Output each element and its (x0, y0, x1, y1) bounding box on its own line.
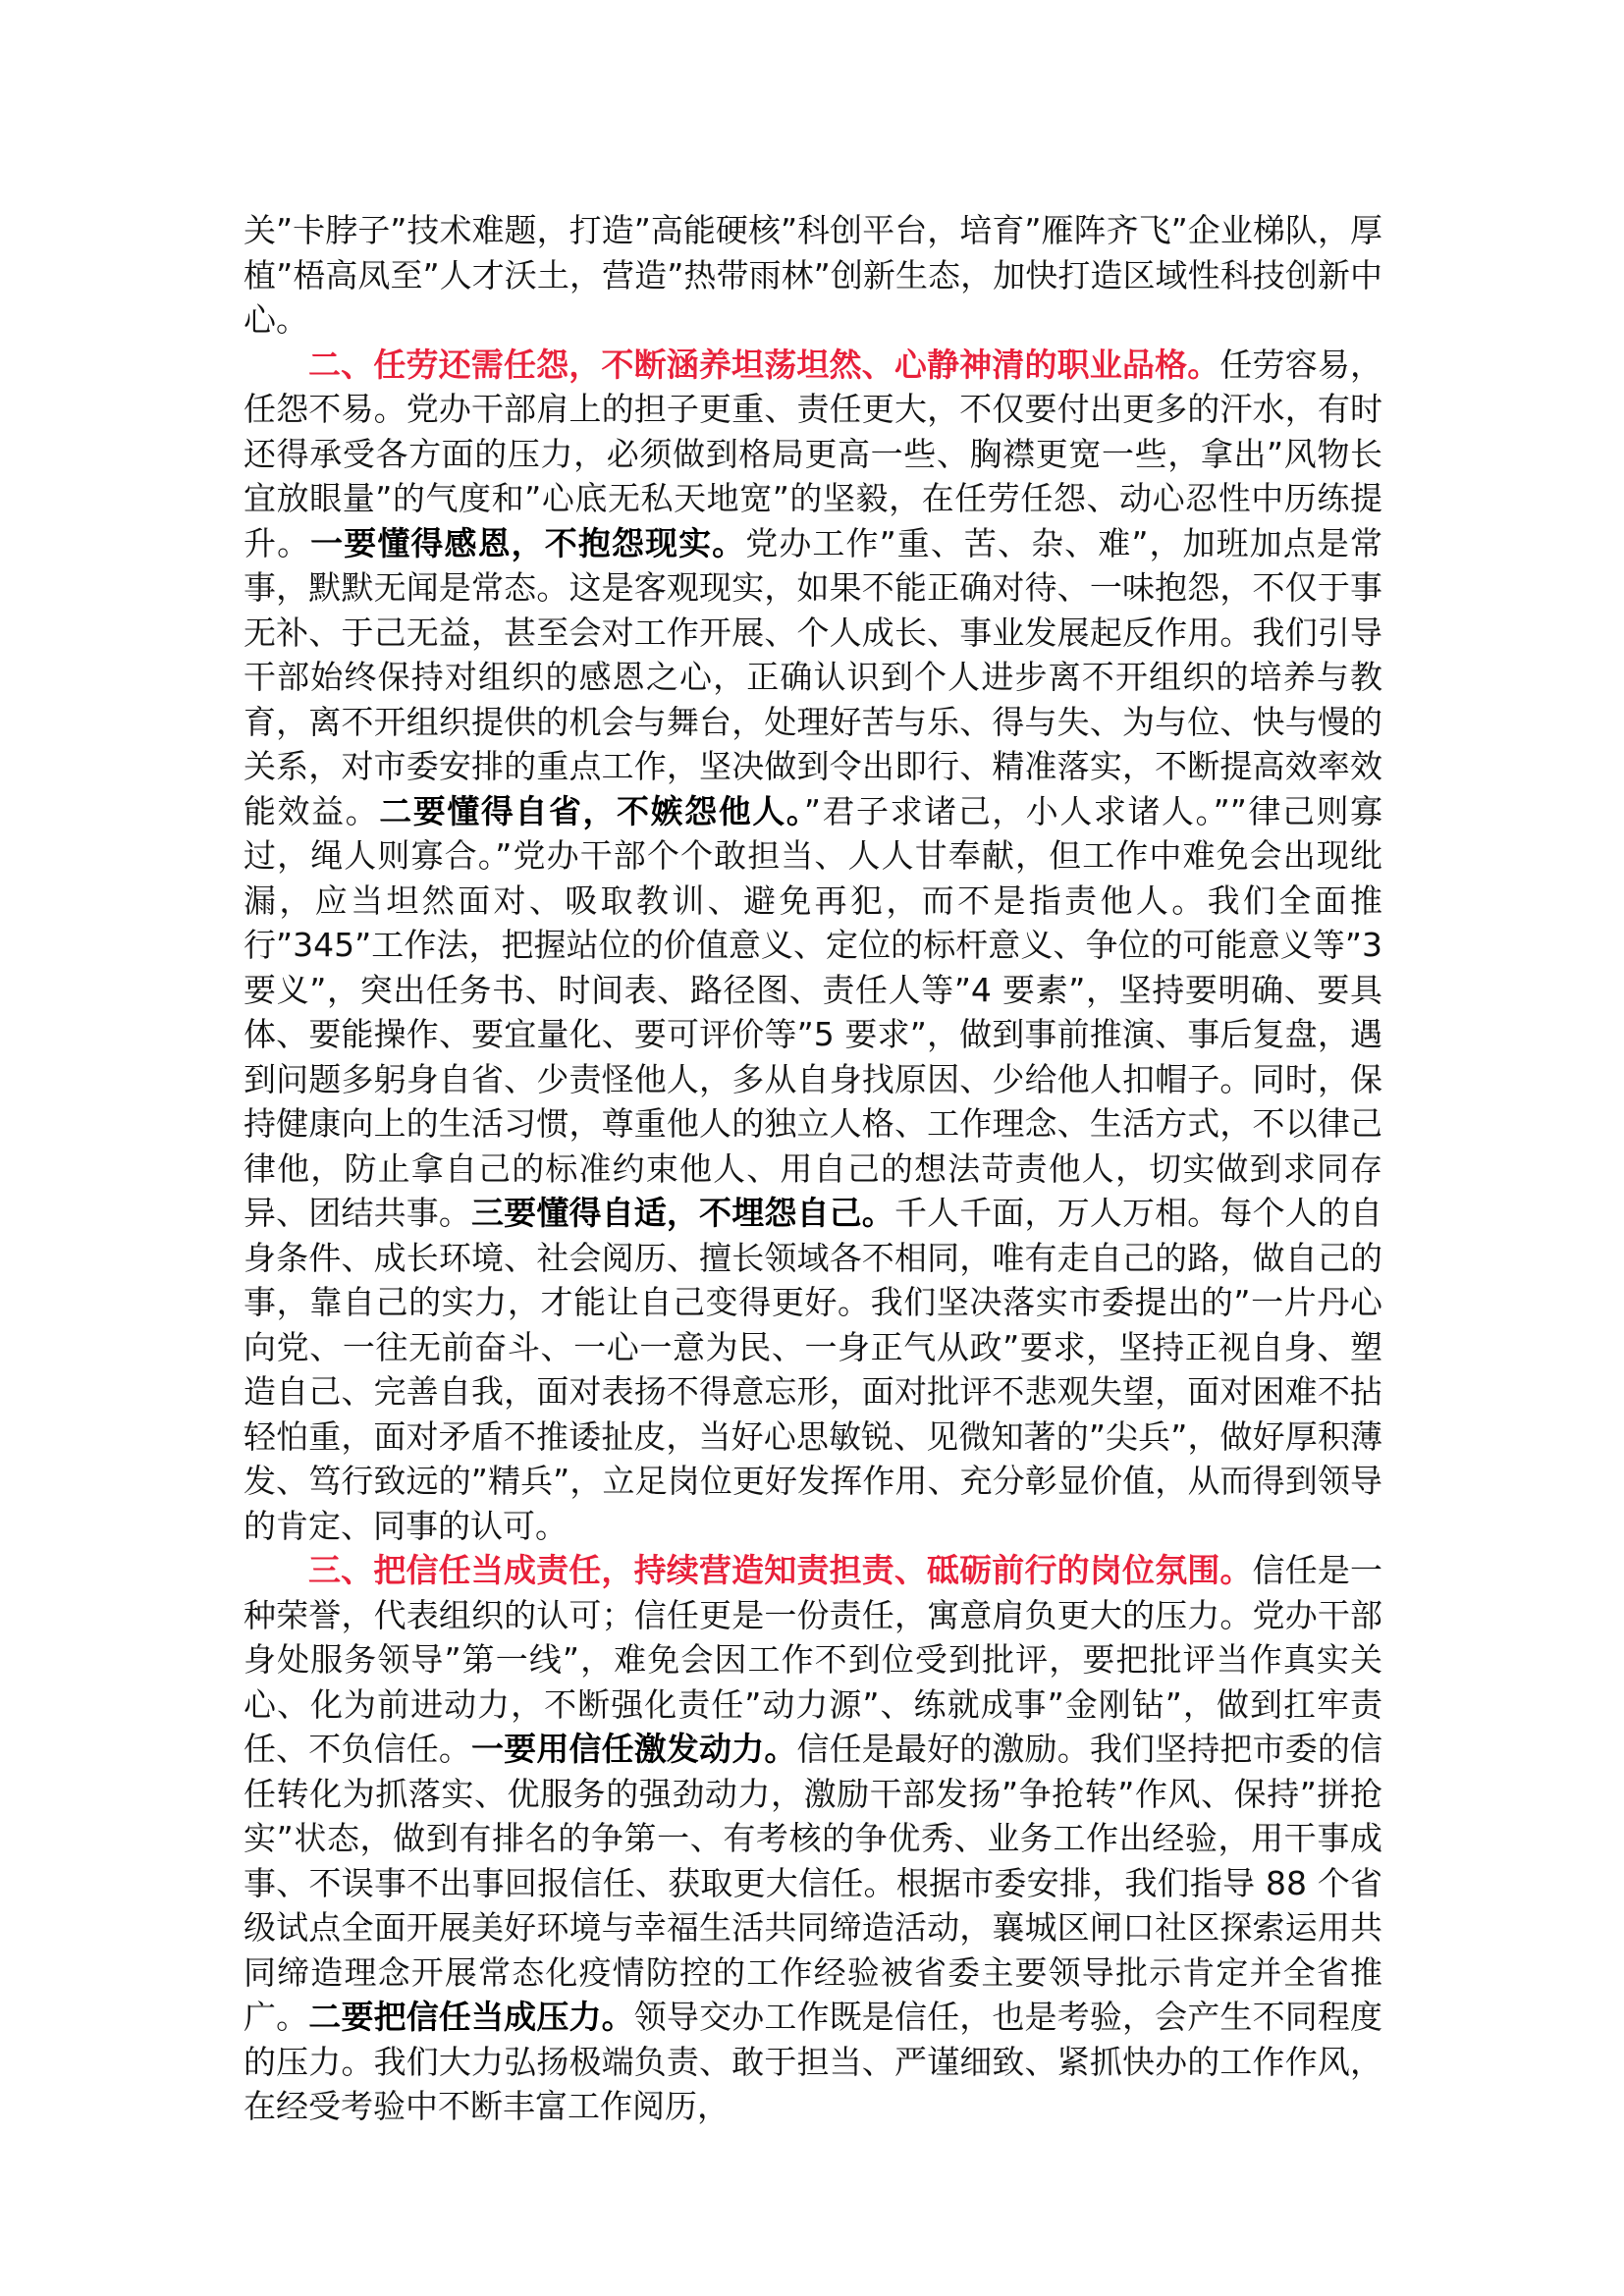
bold-point-2: 二要把信任当成压力。 (308, 1998, 634, 2036)
paragraph-text: 任劳容易，任怨不易。党办干部肩上的担子更重、责任更大，不仅要付出更多的汗水，有时还得承受各方面的压力，必须做到格局更高一些、胸襟更宽一些，拿出”风物长宜放眼量”的气度和”心底无私天地宽”的坚毅，在任劳任怨、动心忍性中历练提升。 (244, 345, 1382, 562)
paragraph-text: 关”卡脖子”技术难题，打造”高能硬核”科创平台，培育”雁阵齐飞”企业梯队，厚植”梧高凤至”人才沃土，营造”热带雨林”创新生态，加快打造区域性科技创新中心。 (244, 211, 1382, 339)
section-heading-3: 三、把信任当成责任，持续营造知责担责、砥砺前行的岗位氛围。 (308, 1551, 1253, 1589)
paragraph-text: 信任是一种荣誉，代表组织的认可；信任更是一份责任，寓意肩负更大的压力。党办干部身处服务领导”第一线”，难免会因工作不到位受到批评，要把批评当作真实关心、化为前进动力，不断强化责任”动力源”、练就成事”金刚钻”，做到扛牢责任、不负信任。 (244, 1551, 1382, 1768)
paragraph-text: 千人千面，万人万相。每个人的自身条件、成长环境、社会阅历、擅长领域各不相同，唯有走自己的路，做自己的事，靠自己的实力，才能让自己变得更好。我们坚决落实市委提出的”一片丹心向党、一往无前奋斗、一心一意为民、一身正气从政”要求，坚持正视自身、塑造自己、完善自我，面对表扬不得意忘形，面对批评不悲观失望，面对困难不拈轻怕重，面对矛盾不推诿扯皮，当好心思敏锐、见微知著的”尖兵”，做好厚积薄发、笃行致远的”精兵”，立足岗位更好发挥作用、充分彰显价值，从而得到领导的肯定、同事的认可。 (244, 1194, 1383, 1545)
bold-point-1: 一要懂得感恩，不抱怨现实。 (310, 523, 746, 562)
paragraph-3 (244, 1548, 1382, 2129)
bold-point-3: 三要懂得自适，不埋怨自己。 (471, 1194, 894, 1232)
paragraph-text: 信任是最好的激励。我们坚持把市委的信任转化为抓落实、优服务的强劲动力，激励干部发扬”争抢转”作风、保持”拼抢实”状态，做到有排名的争第一、有考核的争优秀、业务工作出经验，用干事成事、不误事不出事回报信任、获取更大信任。根据市委安排，我们指导 88 个省级试点全面开展美好环境与幸福生活共同缔造活动，襄城区闸口社区探索运用共同缔造理念开展常态化疫情防控的工作经验被省委主要领导批示肯定并全省推广。 (244, 1730, 1383, 2036)
bold-point-1: 一要用信任激发动力。 (471, 1730, 797, 1768)
paragraph-text: ”君子求诸己，小人求诸人。””律己则寡过，绳人则寡合。”党办干部个个敢担当、人人甘奉献，但工作中难免会出现纰漏，应当坦然面对、吸取教训、避免再犯，而不是指责他人。我们全面推行”345”工作法，把握站位的价值意义、定位的标杆意义、争位的可能意义等”3 要义”，突出任务书、时间表、路径图、责任人等”4 要素”，坚持要明确、要具体、要能操作、要宜量化、要可评价等”5 要求”，做到事前推演、事后复盘，遇到问题多躬身自省、少责怪他人，多从自身找原因、少给他人扣帽子。同时，保持健康向上的生活习惯，尊重他人的独立人格、工作理念、生活方式，不以律己律他，防止拿自己的标准约束他人、用自己的想法苛责他人，切实做到求同存异、团结共事。 (244, 791, 1382, 1232)
section-heading-2: 二、任劳还需任怨，不断涵养坦荡坦然、心静神清的职业品格。 (308, 345, 1220, 384)
bold-point-2: 二要懂得自省，不嫉怨他人。 (379, 791, 804, 830)
paragraph-text: 领导交办工作既是信任，也是考验，会产生不同程度的压力。我们大力弘扬极端负责、敢于担当、严谨细致、紧抓快办的工作作风，在经受考验中不断丰富工作阅历， (244, 1998, 1383, 2125)
paragraph-1 (244, 208, 1382, 343)
paragraph-2 (244, 343, 1382, 1549)
paragraph-text: 党办工作”重、苦、杂、难”，加班加点是常事，默默无闻是常态。这是客观现实，如果不能正确对待、一味抱怨，不仅于事无补、于己无益，甚至会对工作开展、个人成长、事业发展起反作用。我们引导干部始终保持对组织的感恩之心，正确认识到个人进步离不开组织的培养与教育，离不开组织提供的机会与舞台，处理好苦与乐、得与失、为与位、快与慢的关系，对市委安排的重点工作，坚决做到令出即行、精准落实，不断提高效率效能效益。 (244, 523, 1383, 830)
document-body (244, 208, 1382, 2129)
